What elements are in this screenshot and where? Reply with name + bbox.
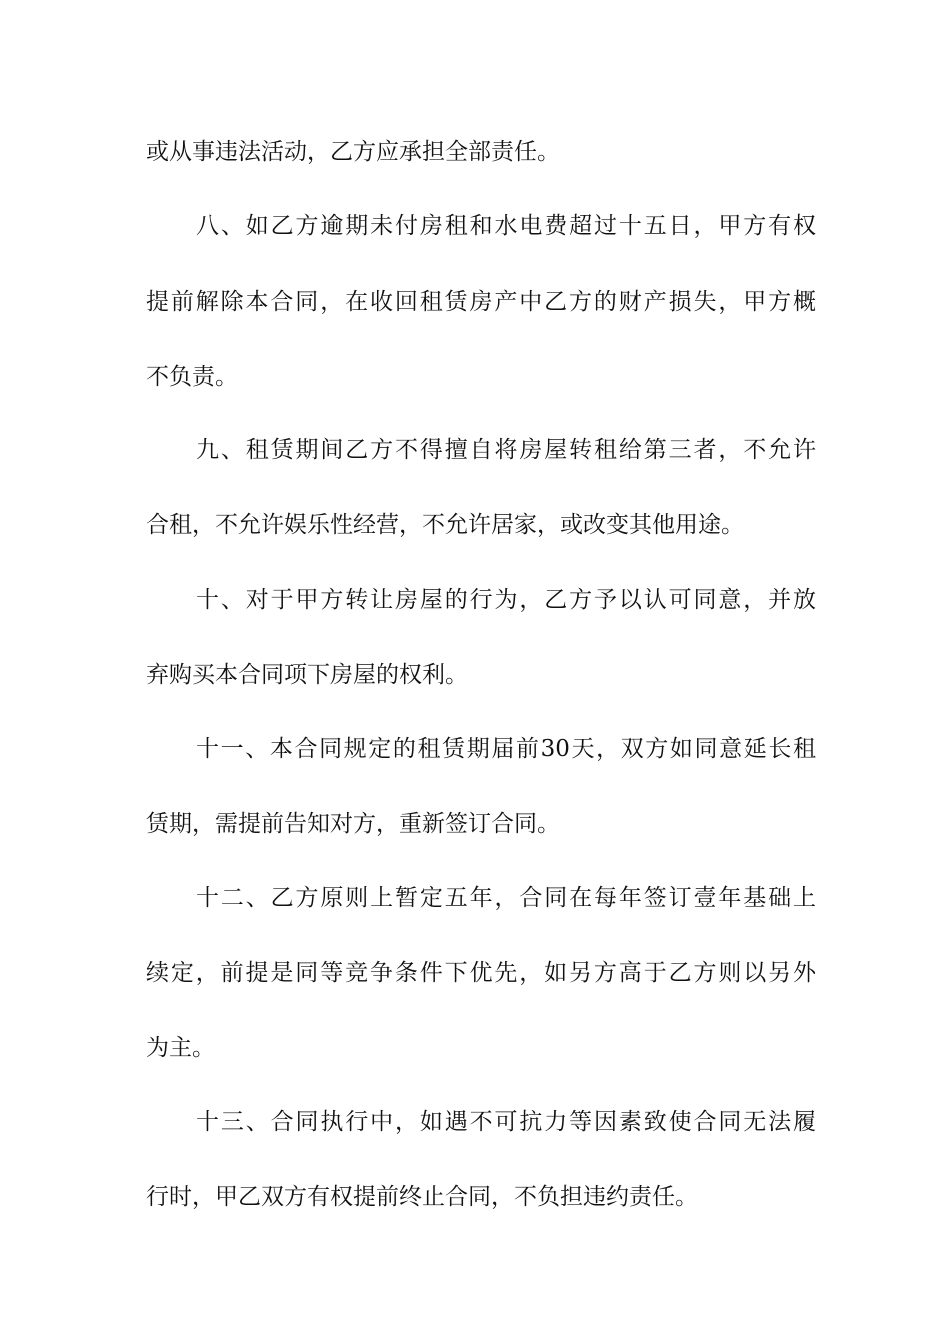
clause-11-line-1: 十一、本合同规定的租赁期届前30天，双方如同意延长租 [196, 736, 816, 762]
clause-10-line-2: 弃购买本合同项下房屋的权利。 [146, 662, 468, 688]
clause-12-line-3: 为主。 [146, 1035, 215, 1061]
clause-10-line-1: 十、对于甲方转让房屋的行为，乙方予以认可同意，并放 [196, 587, 816, 613]
clause-11-line-2: 赁期，需提前告知对方，重新签订合同。 [146, 811, 560, 837]
clause-8-line-2: 提前解除本合同，在收回租赁房产中乙方的财产损失，甲方概 [146, 289, 816, 315]
clause-13-line-1: 十三、合同执行中，如遇不可抗力等因素致使合同无法履 [196, 1109, 816, 1135]
clause-13-line-2: 行时，甲乙双方有权提前终止合同，不负担违约责任。 [146, 1184, 698, 1210]
clause-9-line-2: 合租，不允许娱乐性经营，不允许居家，或改变其他用途。 [146, 512, 744, 538]
clause-12-line-1: 十二、乙方原则上暂定五年，合同在每年签订壹年基础上 [196, 885, 816, 911]
clause-8-line-3: 不负责。 [146, 364, 238, 390]
clause-9-line-1: 九、租赁期间乙方不得擅自将房屋转租给第三者，不允许 [196, 437, 816, 463]
clause-12-line-2: 续定，前提是同等竞争条件下优先，如另方高于乙方则以另外 [146, 960, 816, 986]
text-line-1: 或从事违法活动，乙方应承担全部责任。 [146, 139, 560, 165]
clause-8-line-1: 八、如乙方逾期未付房租和水电费超过十五日，甲方有权 [196, 213, 816, 239]
